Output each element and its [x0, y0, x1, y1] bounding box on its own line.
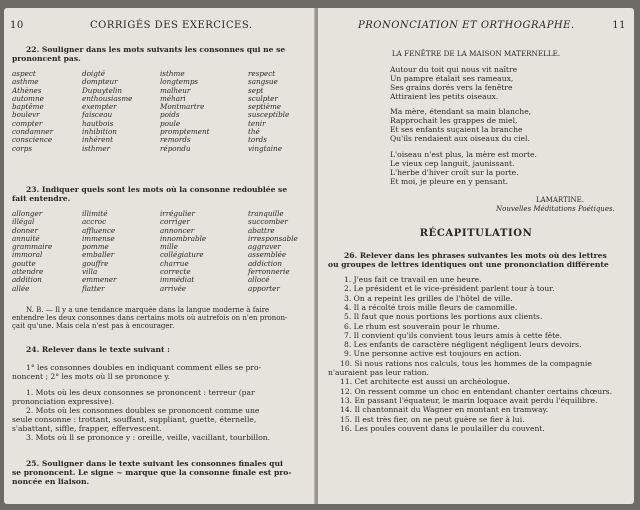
ex23-word-grid [12, 210, 312, 300]
ex23-col-2 [82, 210, 116, 293]
ex23-word: accroc [82, 217, 107, 227]
ex22-word: tords [248, 135, 267, 145]
ex25-line-2: se prononcent. Le signe ~ marque que la consonne finale est pro- [12, 468, 292, 477]
ex23-word: flatter [82, 283, 105, 293]
stanza-2-line-2: Rapprochait les grappes de miel, [390, 116, 518, 125]
ex22-word: promptement [160, 127, 210, 137]
ex22-word: automne [12, 93, 44, 103]
ex23-word: allonger [12, 209, 43, 218]
poem-source: Nouvelles Méditations Poétiques. [496, 205, 615, 213]
ex23-word: annoncer [160, 225, 195, 235]
left-page [4, 8, 316, 504]
ex22-word: vingtaine [248, 143, 282, 153]
ex22-word: compter [12, 118, 43, 128]
stanza-3-line-3: L'herbe d'hiver croît sur la porte. [390, 168, 519, 177]
ex23-word: innombrable [160, 233, 207, 243]
ex22-word: aspect [12, 69, 36, 78]
poem-title: LA FENÊTRE DE LA MAISON MATERNELLE. [391, 49, 561, 58]
ex23-note-1: N. B. — Il y a une tendance marquée dans la langue moderne à faire [26, 306, 270, 314]
ex26-item: 16. Les poules couvent dans le poulailler du couvent. [340, 423, 545, 433]
ex26-line-1: 26. Relever dans les phrases suivantes les mots où des lettres [344, 251, 607, 260]
ex22-word: isthme [160, 69, 185, 78]
ex24-title: 24. Relever dans le texte suivant : [26, 345, 170, 354]
ex23-word: goutte [12, 258, 36, 268]
ex23-word: addiction [248, 258, 282, 268]
ex24-line-2: noncent ; 2° les mots où ll se prononce y. [12, 372, 171, 381]
ex23-word: emballer [82, 250, 115, 260]
ex26-item: 6. Le rhum est souverain pour le rhume. [344, 321, 500, 331]
ex22-word: boulevr [12, 110, 40, 120]
ex26-item: n'auraient pas leur ration. [328, 368, 429, 377]
ex22-word: poule [160, 118, 181, 128]
ex22-word: remords [160, 135, 191, 145]
ex22-word: hautbois [82, 118, 114, 128]
ex22-word: faisceau [82, 110, 113, 120]
ex23-word: aggraver [248, 242, 281, 252]
ex26-item: 5. Il faut que nous portions les portions aux clients. [344, 312, 543, 322]
ex26-item: 9. Une personne active est toujours en action. [344, 349, 522, 359]
ex23-word: pomme [82, 242, 109, 252]
ex23-col-1 [12, 210, 52, 293]
ex26-item: 7. Il convient qu'ils convient tous leurs amis à cette fête. [344, 330, 563, 340]
ex25-line-3: noncée en liaison. [12, 477, 90, 486]
ex23-word: immoral [12, 250, 43, 260]
ex23-word: correcte [160, 267, 191, 277]
ex23-note-2: entendre les deux consonnes dans certains mots où autrefois on n'en pronon- [12, 314, 288, 322]
ex22-word: condamner [12, 127, 54, 137]
ex22-col-1 [12, 70, 53, 153]
ex22-word: conscience [12, 135, 53, 145]
poem-author: LAMARTINE. [536, 196, 584, 204]
stanza-3-line-4: Et moi, je pleure en y pensant. [390, 177, 509, 186]
right-page-number: 11 [612, 20, 626, 31]
ex22-line2: prononcent pas. [12, 54, 81, 63]
ex26-item: 13. En passant l'équateur, le marin loquace avait perdu l'équilibre. [340, 395, 598, 405]
ex22-word: thé [248, 127, 260, 137]
stanza-1-line-1: Autour du toit qui nous vit naître [390, 65, 518, 74]
ex22-word: Dupuytelin [82, 85, 123, 95]
ex22-word: exempter [82, 102, 117, 112]
ex22-word: septième [248, 102, 282, 112]
ex23-word: gouffre [82, 258, 109, 268]
ex23-word: grammaire [12, 242, 53, 252]
ex24-line-4: prononciation expressive). [12, 397, 115, 406]
ex22-word: dompteur [82, 77, 118, 87]
ex23-word: collégiature [160, 250, 204, 260]
stanza-3-line-2: Le vieux cep languit, jaunissant. [390, 159, 515, 168]
ex26-item: 12. On ressent comme un choc en entendant chanter certains chœurs. [340, 386, 613, 396]
stanza-1-line-2: Un pampre étalait ses rameaux, [390, 74, 514, 83]
right-page [318, 8, 634, 504]
ex23-word: succomber [248, 217, 288, 227]
ex22-word: méhari [160, 93, 186, 103]
ex23-word: attendre [12, 267, 44, 277]
ex23-word: assemblée [248, 250, 287, 260]
ex26-item: 4. Il a récolté trois mille fleurs de camomille. [344, 302, 518, 312]
ex26-item: 14. Il chantonnait du Wagner en montant en tramway. [340, 405, 549, 415]
ex26-item: 8. Les enfants de caractère négligent négligent leurs devoirs. [344, 340, 582, 350]
ex22-word: sculpter [248, 93, 278, 103]
stanza-1-line-3: Ses grains dorés vers la fenêtre [390, 83, 513, 92]
ex24-line-3: 1. Mots où les deux consonnes se prononcent : terreur (par [26, 388, 255, 397]
ex23-word: mille [160, 242, 178, 252]
ex26-item: 15. Il est très fier, on ne peut guère se fier à lui. [340, 414, 525, 424]
ex22-word: enthousiasme [82, 93, 133, 103]
ex22-word: baptême [12, 102, 44, 112]
ex23-word: allocé [248, 275, 270, 285]
ex23-line2: fait entendre. [12, 194, 71, 203]
ex24-line-8: 3. Mots où ll se prononce y : oreille, veille, vacillant, tourbillon. [26, 433, 271, 442]
ex22-word-grid [12, 70, 312, 160]
left-head-title: CORRIGÉS DES EXERCICES. [90, 20, 253, 31]
stanza-1-line-4: Attiraient les petits oiseaux. [390, 92, 499, 101]
ex22-word: sept [248, 85, 264, 95]
ex22-word: sangsue [248, 77, 278, 87]
ex24-line-5: 2. Mots où les consonnes doubles se prononcent comme une [26, 406, 260, 415]
ex23-note-3: çait qu'une. Mais cela n'est pas à encourager. [12, 322, 175, 330]
ex26-item: 11. Cet architecte est aussi un archéologue. [340, 377, 510, 387]
ex22-col-2 [82, 70, 132, 153]
ex23-word: tranquille [248, 209, 284, 218]
ex22-word: Montmartre [160, 102, 205, 112]
ex23-word: annuité [12, 233, 40, 243]
ex24-line-7: s'abattant, siffle, frapper, effervescent. [12, 424, 162, 433]
ex22-word: malheur [160, 85, 191, 95]
ex26-line-2: ou groupes de lettres identiques ont une prononciation différente [328, 260, 609, 269]
ex22-word: tenir [248, 118, 266, 128]
ex23-word: irrégulier [160, 209, 195, 218]
ex26-sentence-list [318, 276, 634, 486]
ex23-word: abattre [248, 225, 275, 235]
ex22-word: respect [248, 69, 276, 78]
ex26-item: 10. Si nous rations nos calculs, tous les hommes de la compagnie [340, 358, 592, 368]
ex23-word: villa [82, 267, 98, 277]
ex22-word: poids [160, 110, 180, 120]
ex26-item: 2. Le président et le vice-président parlent tour à tour. [344, 284, 555, 294]
ex23-word: charrue [160, 258, 189, 268]
recap-title: RÉCAPITULATION [419, 228, 533, 239]
ex22-word: Athènes [12, 85, 42, 95]
ex23-word: irresponsable [248, 233, 298, 243]
ex23-col-4 [248, 210, 298, 293]
stanza-2-line-3: Et ses enfants suçaient la branche [390, 125, 523, 134]
ex26-item: 3. On a repeint les grilles de l'hôtel de ville. [344, 293, 513, 303]
ex22-col-3 [160, 70, 210, 153]
ex22-word: inhibition [82, 127, 117, 137]
ex23-word: arrivée [160, 283, 187, 293]
ex22-word: longtemps [160, 77, 199, 87]
ex23-word: illégal [12, 217, 35, 227]
ex23-word: corriger [160, 217, 190, 227]
ex25-line-1: 25. Souligner dans le texte suivant les consonnes finales qui [26, 459, 283, 468]
ex22-word: corps [12, 143, 33, 153]
ex22-col-4 [248, 70, 289, 153]
left-page-number: 10 [10, 20, 24, 31]
stanza-2-line-1: Ma mère, étendant sa main blanche, [390, 107, 532, 116]
ex24-line-6: seule consonne : trottant, souffant, suppliant, guette, éternelle, [12, 415, 257, 424]
ex23-line1: 23. Indiquer quels sont les mots où la consonne redoublée se [26, 185, 288, 194]
right-head-title: PRONONCIATION ET ORTHOGRAPHE. [358, 20, 575, 31]
ex24-line-1: 1° les consonnes doubles en indiquant comment elles se pro- [26, 363, 262, 372]
ex23-word: donner [12, 225, 38, 235]
ex23-word: apporter [248, 283, 280, 293]
ex23-word: illimité [82, 209, 108, 218]
stanza-2-line-4: Qu'ils rendaient aux oiseaux du ciel. [390, 134, 530, 143]
ex23-word: affluence [82, 225, 116, 235]
ex22-word: asthme [12, 77, 39, 87]
ex23-word: allée [12, 283, 30, 293]
ex23-word: emmener [82, 275, 117, 285]
stanza-3-line-1: L'oiseau n'est plus, la mère est morte. [390, 150, 537, 159]
ex22-word: répondu [160, 143, 191, 153]
ex23-word: immédiat [160, 275, 195, 285]
ex23-word: immense [82, 233, 115, 243]
ex26-item: 1. J'eus fait ce travail en une heure. [344, 275, 482, 284]
ex22-word: doigté [82, 69, 105, 78]
ex22-line1: 22. Souligner dans les mots suivants les consonnes qui ne se [26, 45, 286, 54]
ex23-col-3 [160, 210, 206, 293]
ex22-word: inhérent [82, 135, 114, 145]
ex22-word: susceptible [248, 110, 290, 120]
ex22-word: isthmer [82, 143, 111, 153]
ex23-word: addition [12, 275, 42, 285]
ex23-word: ferronnerie [248, 267, 290, 277]
